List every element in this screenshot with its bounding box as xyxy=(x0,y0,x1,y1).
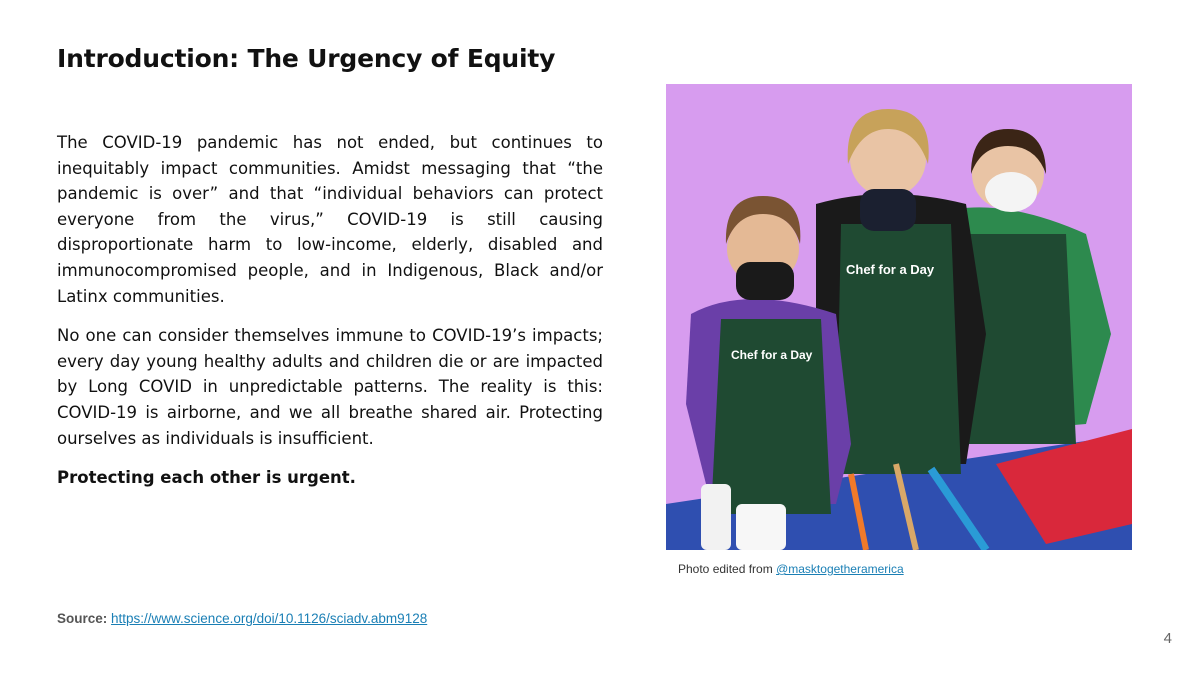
photo-kids-chefs xyxy=(666,84,1132,550)
body-text xyxy=(57,130,603,505)
photo-kid-left-mask xyxy=(736,262,794,300)
source-line xyxy=(57,611,427,626)
source-label: Source: xyxy=(57,611,108,626)
photo-kid-middle-mask xyxy=(860,189,916,231)
photo-caption-prefix: Photo edited from xyxy=(678,562,773,576)
paragraph-1: The COVID-19 pandemic has not ended, but continues to inequitably impact communities. Amidst messaging that “the pandemic is over” and that “individual behaviors can protect everyone from the virus,” COVID-19 is still causing disproportionate harm to low-income, elderly, disabled and immunocompromised people, and in Indigenous, Black and/or Latinx communities. xyxy=(57,133,603,306)
slide-title: Introduction: The Urgency of Equity xyxy=(57,44,556,73)
photo-kid-right-mask xyxy=(985,172,1037,212)
photo-apron-text-left: Chef for a Day xyxy=(731,348,813,362)
photo-caption xyxy=(678,562,904,576)
page-number: 4 xyxy=(1163,630,1172,647)
photo-apron-text-middle: Chef for a Day xyxy=(846,262,935,277)
paragraph-2: No one can consider themselves immune to COVID-19’s impacts; every day young healthy adults and children die or are impacted by Long COVID in unpredictable patterns. The reality is this: COVID-19 is airborne, and we all breathe shared air. Protecting ourselves as individuals is insufficient. xyxy=(57,326,603,448)
photo-caption-link[interactable]: @masktogetheramerica xyxy=(776,562,904,576)
source-link[interactable]: https://www.science.org/doi/10.1126/sciadv.abm9128 xyxy=(111,611,428,626)
paragraph-emphasis: Protecting each other is urgent. xyxy=(57,468,356,488)
photo-measuring-cups xyxy=(736,504,786,550)
photo-bottle xyxy=(701,484,731,550)
